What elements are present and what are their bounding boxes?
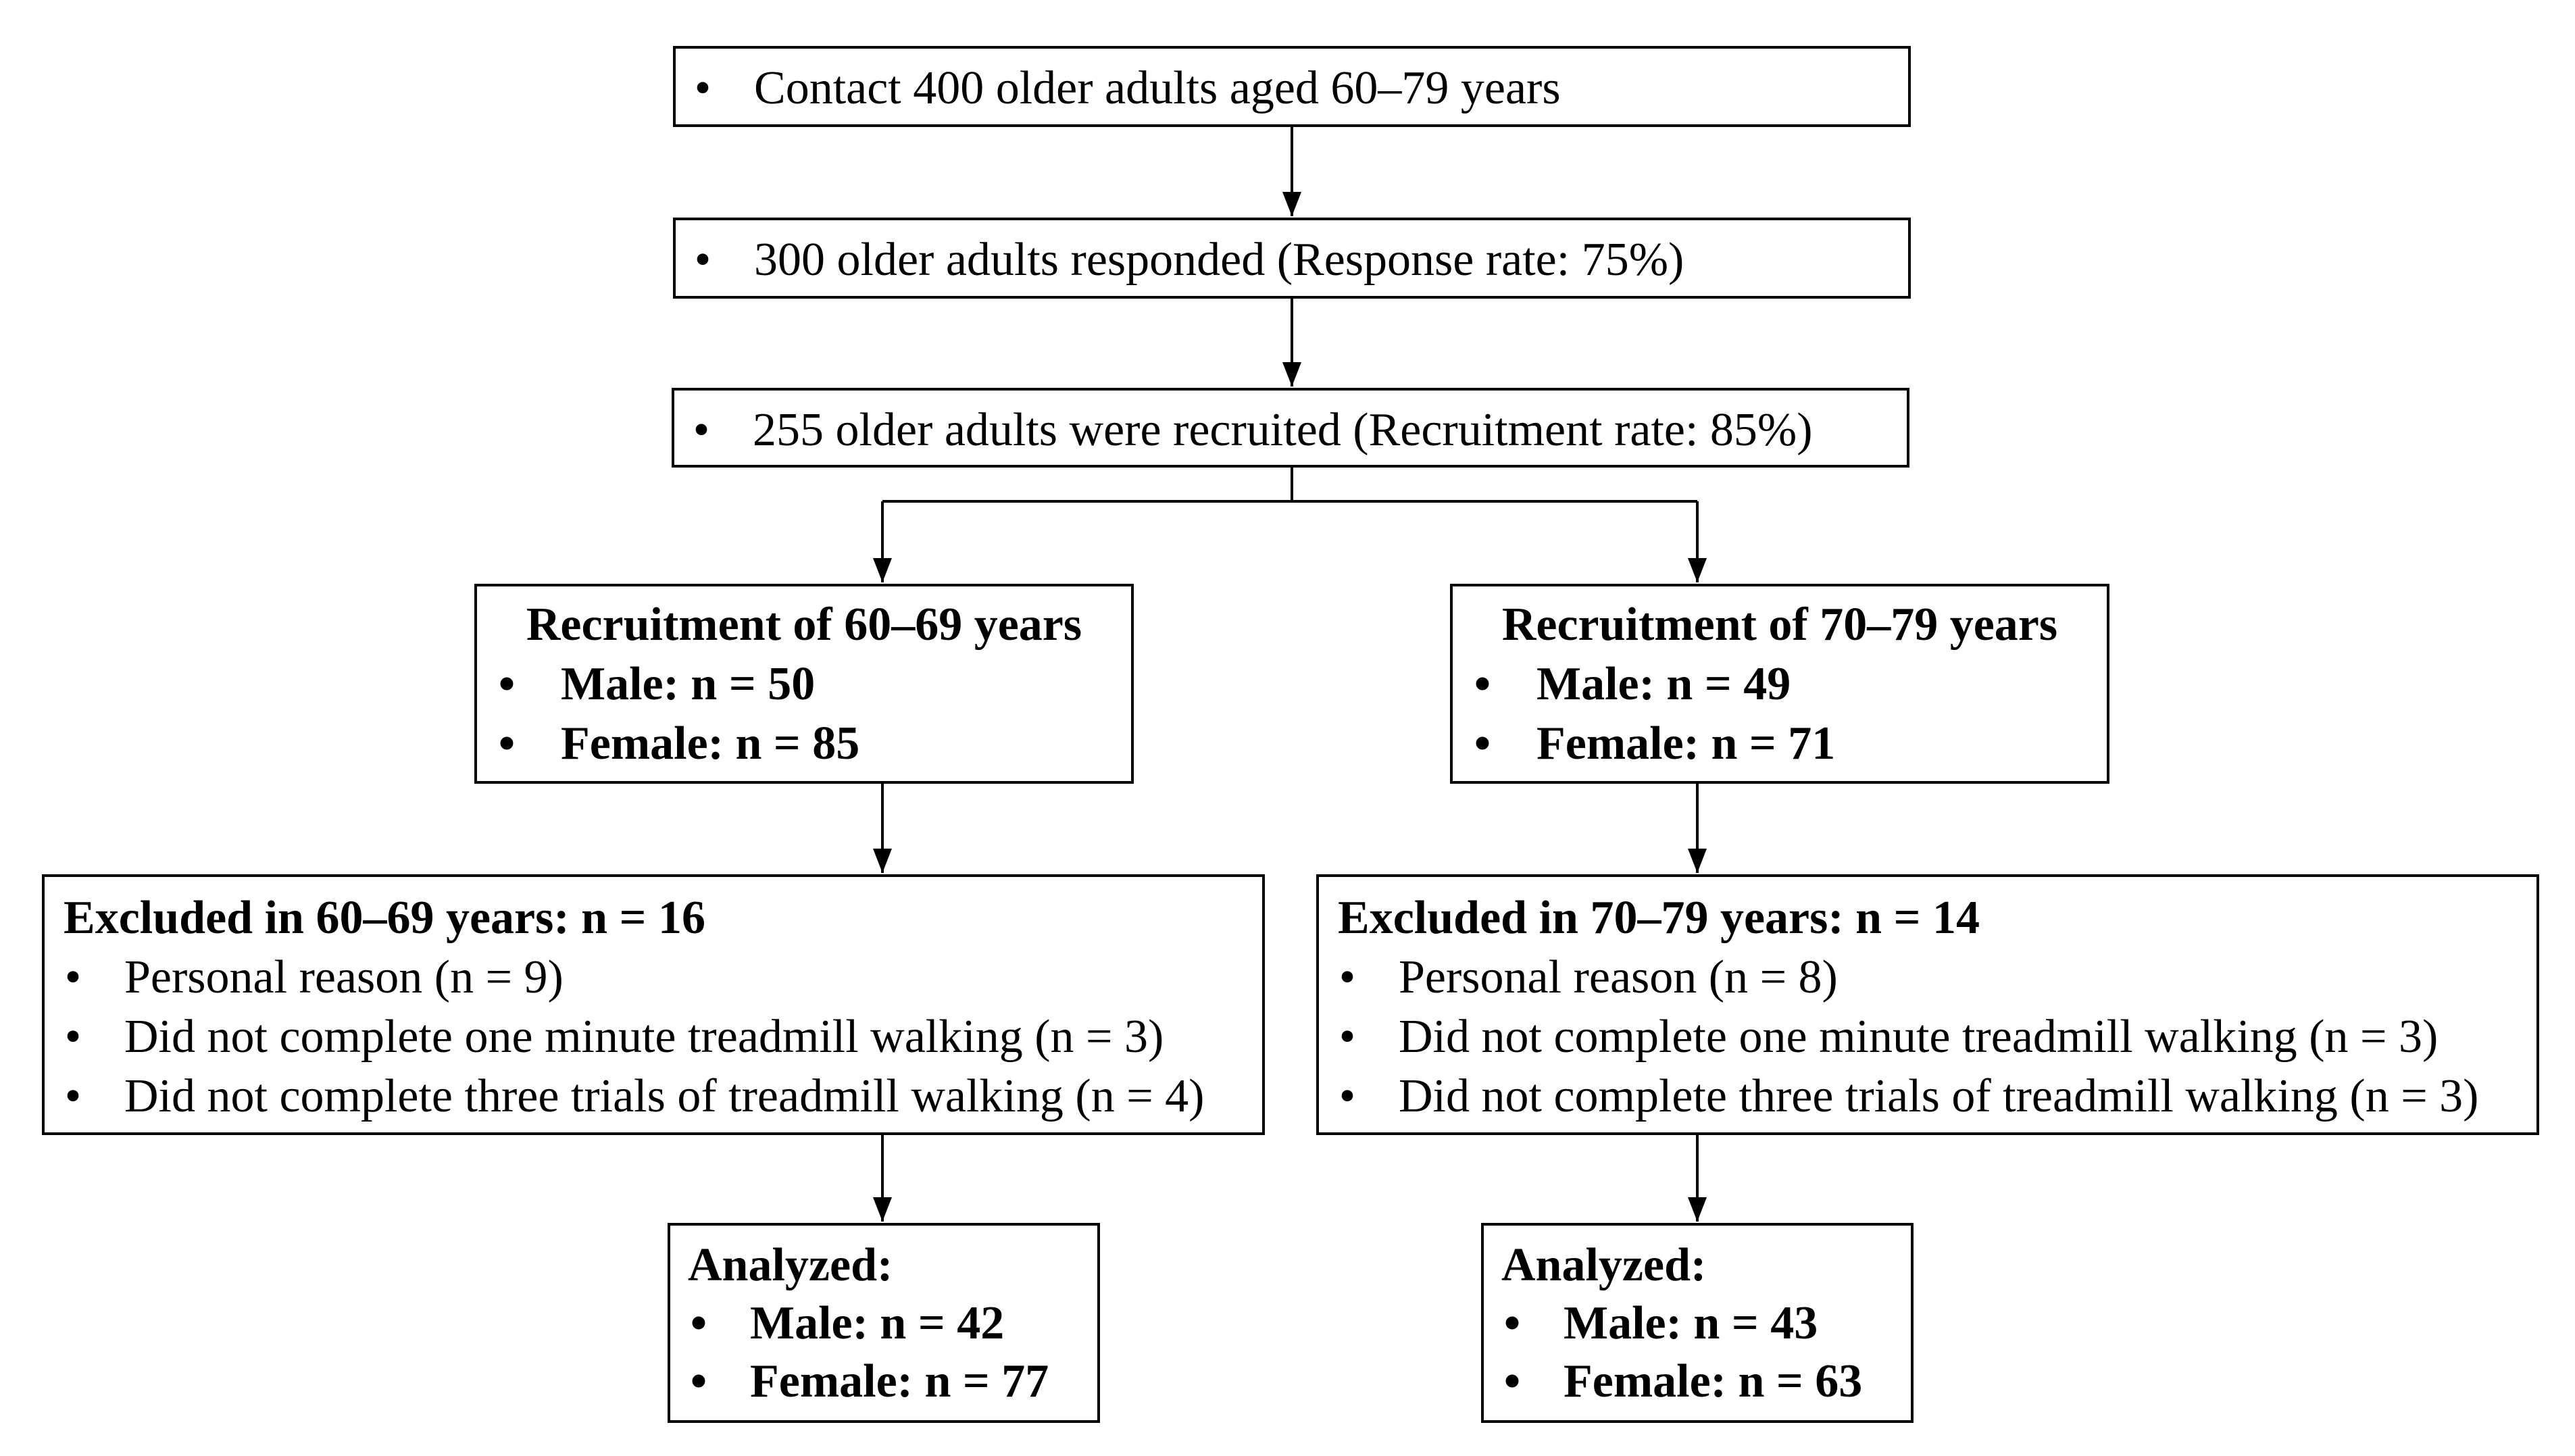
left-recruitment-box: [474, 584, 1134, 784]
step1-box: [673, 46, 1911, 127]
bullet: •: [1503, 1297, 1521, 1349]
bullet: •: [64, 951, 82, 1003]
right-analyzed-title: Analyzed:: [1501, 1239, 1707, 1291]
step3-text: 255 older adults were recruited (Recruitment rate: 85%): [753, 404, 1813, 456]
bullet: •: [498, 718, 516, 770]
right-excluded-item: Personal reason (n = 8): [1399, 951, 1838, 1003]
left-analyzed-male: Male: n = 42: [750, 1297, 1005, 1349]
bullet: •: [694, 62, 711, 114]
bullet: •: [694, 234, 711, 286]
left-excluded-box: [42, 874, 1265, 1135]
left-analyzed-box: [668, 1223, 1100, 1423]
left-excluded-item: Did not complete three trials of treadmill walking (n = 4): [124, 1070, 1205, 1122]
left-recruitment-title: Recruitment of 60–69 years: [526, 599, 1082, 651]
left-excluded-title: Excluded in 60–69 years: n = 16: [64, 892, 705, 944]
right-recruitment-male: Male: n = 49: [1536, 658, 1791, 710]
step3-box: [672, 388, 1909, 468]
right-analyzed-female: Female: n = 63: [1564, 1355, 1863, 1407]
step2-text: 300 older adults responded (Response rate: 75%): [754, 234, 1684, 286]
right-recruitment-box: [1450, 584, 2109, 784]
left-excluded-item: Did not complete one minute treadmill walking (n = 3): [124, 1011, 1164, 1063]
step1-text: Contact 400 older adults aged 60–79 years: [754, 62, 1561, 114]
bullet: •: [498, 658, 516, 710]
bullet: •: [693, 404, 710, 456]
left-recruitment-female: Female: n = 85: [561, 718, 860, 770]
right-analyzed-box: [1481, 1223, 1914, 1423]
left-analyzed-title: Analyzed:: [688, 1239, 893, 1291]
right-excluded-item: Did not complete one minute treadmill walking (n = 3): [1399, 1011, 2439, 1063]
right-excluded-box: [1316, 874, 2539, 1135]
bullet: •: [690, 1297, 707, 1349]
left-recruitment-male: Male: n = 50: [561, 658, 816, 710]
bullet: •: [1503, 1355, 1521, 1407]
right-recruitment-title: Recruitment of 70–79 years: [1501, 599, 2058, 651]
right-excluded-item: Did not complete three trials of treadmill walking (n = 3): [1399, 1070, 2479, 1122]
bullet: •: [64, 1011, 82, 1063]
step2-box: [673, 218, 1911, 299]
right-excluded-title: Excluded in 70–79 years: n = 14: [1338, 892, 1980, 944]
bullet: •: [1339, 1011, 1356, 1063]
bullet: •: [1339, 1070, 1356, 1122]
bullet: •: [1474, 658, 1491, 710]
left-analyzed-female: Female: n = 77: [750, 1355, 1049, 1407]
right-recruitment-female: Female: n = 71: [1536, 718, 1836, 770]
left-excluded-item: Personal reason (n = 9): [124, 951, 564, 1003]
bullet: •: [1474, 718, 1491, 770]
right-analyzed-male: Male: n = 43: [1564, 1297, 1818, 1349]
bullet: •: [690, 1355, 707, 1407]
bullet: •: [1339, 951, 1356, 1003]
bullet: •: [64, 1070, 82, 1122]
